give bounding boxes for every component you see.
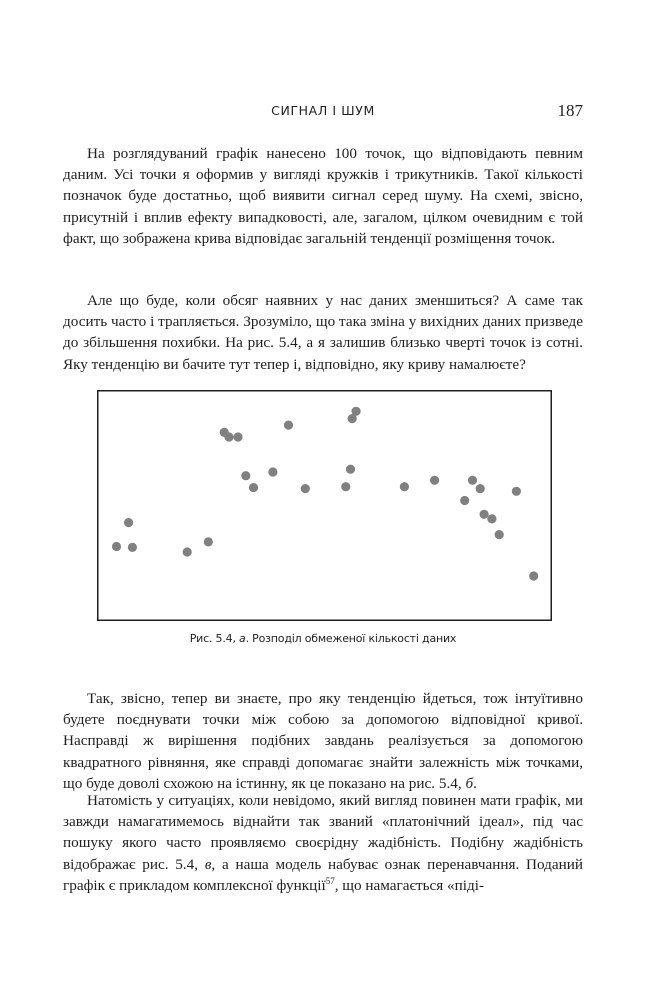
data-point-14 <box>341 482 350 491</box>
data-point-7 <box>224 432 233 441</box>
plot-frame <box>98 391 552 621</box>
figure-caption <box>63 632 583 645</box>
data-point-27 <box>529 571 538 580</box>
paragraph-4 <box>63 790 583 896</box>
paragraph-4-text: Натомість у ситуаціях, коли невідомо, який вигляд повинен мати графік, ми завжди намагатимемось віднайти так званий «платонічний ідеал», під час пошуку якого часто проявляємо своєрідну жадібність. Подібну жадібність відображає рис. 5.4, <box>63 792 583 873</box>
figure-5-4a <box>97 390 552 621</box>
data-point-5 <box>204 537 213 546</box>
data-point-15 <box>346 465 355 474</box>
paragraph-4-middle: , а наша модель набуває ознак перенавчання. Поданий графік є прикладом комплексної функції <box>63 855 583 894</box>
page-header <box>63 101 583 125</box>
footnote-ref: 57 <box>325 875 335 886</box>
data-point-21 <box>468 476 477 485</box>
data-point-9 <box>241 471 250 480</box>
data-point-17 <box>352 407 361 416</box>
paragraph-2: Але що буде, коли обсяг наявних у нас даних зменшиться? А саме так досить часто і трапляється. Зрозуміло, що така зміна у вихідних даних призведе до збільшення похибки. На рис. 5.4, а я залишив близько чверті точок із сотні. Яку тенденцію ви бачите тут тепер і, відповідно, яку криву намалюєте? <box>63 292 583 373</box>
data-point-2 <box>124 518 133 527</box>
data-point-12 <box>284 421 293 430</box>
scatter-points <box>112 407 538 581</box>
data-point-1 <box>112 542 121 551</box>
data-point-20 <box>460 496 469 505</box>
data-point-8 <box>233 432 242 441</box>
page-number: 187 <box>557 101 583 120</box>
data-point-4 <box>183 547 192 556</box>
caption-letter: а <box>239 632 246 645</box>
data-point-11 <box>268 467 277 476</box>
paragraph-4-end: , що намагається «піді- <box>334 876 485 894</box>
paragraph-1: На розглядуваний графік нанесено 100 точок, що відповідають певним даним. Усі точки я оформив у вигляді кружків і трикутників. Такої кількості позначок буде достатньо, щоб виявити сигнал серед шуму. На схемі, звісно, присутній і вплив ефекту випадковості, але, загалом, цілком очевидним є той факт, що зображена крива відповідає загальній тенденції розміщення точок. <box>63 145 583 247</box>
data-point-10 <box>249 483 258 492</box>
figure-ref-letter: б <box>465 774 474 792</box>
data-point-23 <box>480 510 489 519</box>
caption-prefix: Рис. 5.4, <box>189 632 240 645</box>
paragraph-3-text: Так, звісно, тепер ви знаєте, про яку тенденцію йдеться, тож інтуїтивно будете поєднувати точки між собою за допомогою відповідної кривої. Насправді ж вирішення подібних завдань реалізується за допомогою квадратного рівняння, яке справді допомагає знайти залежність між точками, що буде доволі схожою на істинну, як це показано на рис. 5.4, <box>63 690 583 792</box>
data-point-26 <box>512 487 521 496</box>
running-title: СИГНАЛ І ШУМ <box>271 103 375 118</box>
scatter-plot <box>97 390 552 621</box>
data-point-13 <box>301 484 310 493</box>
data-point-19 <box>430 476 439 485</box>
figure-ref-letter: в <box>204 855 212 873</box>
data-point-24 <box>487 514 496 523</box>
paragraph-3-end: . <box>473 774 477 792</box>
data-point-22 <box>476 484 485 493</box>
caption-text: . Розподіл обмеженої кількості даних <box>245 632 457 645</box>
data-point-3 <box>128 543 137 552</box>
paragraph-3 <box>63 688 583 794</box>
data-point-18 <box>400 482 409 491</box>
data-point-25 <box>495 530 504 539</box>
